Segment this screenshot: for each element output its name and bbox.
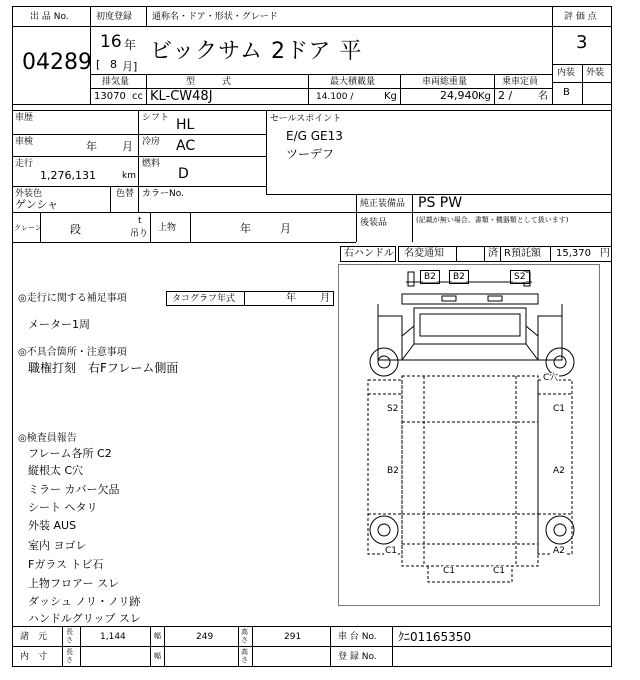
- running-note: メーター1周: [28, 318, 90, 331]
- mileage-label: 走行: [15, 159, 34, 169]
- height-label: 高さ: [241, 628, 248, 644]
- damage-label-bottom-c1-a: C1: [443, 566, 456, 576]
- load-month: 月: [280, 222, 291, 235]
- report-line: 縦根太 C穴: [28, 464, 84, 477]
- displacement-unit: cc: [132, 91, 143, 102]
- tacho-year: 年: [286, 293, 296, 304]
- inspection-label: 車検: [15, 137, 34, 147]
- damage-label-left-c1: C1: [385, 546, 398, 556]
- damage-label-left-b2: B2: [387, 466, 399, 476]
- mileage-value: 1,276,131: [40, 169, 96, 182]
- report-line: ミラー カバー欠品: [28, 483, 120, 496]
- gross-weight-value: 24,940: [440, 89, 479, 102]
- crane-label: クレーン: [14, 224, 42, 232]
- damage-label-top-3: S2: [514, 272, 526, 282]
- passengers-label: 乗車定員: [502, 77, 539, 87]
- color-change-label: 色替: [116, 189, 135, 199]
- model-name: ビックサム 2ドア 平: [150, 39, 363, 64]
- shift-value: HL: [176, 117, 195, 133]
- recycle-deposit-value: 15,370: [556, 248, 591, 259]
- mileage-unit: km: [122, 171, 136, 181]
- shift-label: シフト: [142, 113, 170, 123]
- defect-title: ◎不具合箇所・注意事項: [18, 347, 127, 358]
- inspection-year: 年: [86, 140, 97, 153]
- model-label: 通称名・ドア・形状・グレード: [152, 12, 278, 22]
- report-line: 上物フロアー スレ: [28, 577, 120, 590]
- damage-label-right-c1: C1: [553, 404, 566, 414]
- reg-month-open: [: [96, 58, 101, 71]
- score-label: 評 価 点: [564, 12, 597, 22]
- score-value: 3: [576, 32, 588, 53]
- length-value: 1,144: [100, 632, 126, 642]
- int-length-label: 長さ: [66, 648, 73, 664]
- tacho-label: タコグラフ年式: [172, 294, 236, 304]
- report-line: Fガラス トビ石: [28, 558, 104, 571]
- gross-weight-unit: Kg: [478, 91, 491, 102]
- equipment-label: 純正装備品: [360, 199, 406, 209]
- reg-month: 8: [110, 58, 117, 71]
- damage-label-left-s2: S2: [387, 404, 399, 414]
- passengers-unit: 名: [538, 91, 548, 102]
- ext-color-value: ゲンシャ: [15, 198, 59, 211]
- running-notes-title: ◎走行に関する補足事項: [18, 293, 127, 304]
- gross-weight-label: 車両総重量: [422, 77, 468, 87]
- chassis-label: 車 台 No.: [338, 632, 377, 642]
- damage-label-right-c-hole: C穴: [543, 373, 559, 383]
- load-label: 上物: [158, 223, 177, 233]
- history-label: 車歴: [15, 113, 34, 123]
- rhd-label: 右ハンドル: [344, 248, 394, 259]
- ext-color-label: 外装色: [15, 189, 43, 199]
- chassis-value: ｸﾆ01165350: [398, 630, 472, 644]
- interior-dims-label: 内 寸: [20, 652, 48, 662]
- capacity-label: 最大積載量: [330, 77, 376, 87]
- report-line: 室内 ヨゴレ: [28, 539, 87, 552]
- reg-no-label: 登 録 No.: [338, 652, 377, 662]
- damage-label-right-a2: A2: [553, 466, 565, 476]
- lot-no-label: 出 品 No.: [30, 12, 69, 22]
- report-line: 外装 AUS: [28, 519, 77, 532]
- interior-grade: B: [563, 87, 570, 98]
- crane-stage: 段: [70, 223, 81, 236]
- ac-label: 冷房: [142, 137, 161, 147]
- ac-value: AC: [176, 138, 196, 154]
- aftermarket-note: (記載が無い場合、書類・機器類として扱います): [416, 216, 569, 224]
- report-line: シート ヘタリ: [28, 501, 98, 514]
- crane-lift: 吊り: [130, 229, 149, 239]
- width-label: 幅: [154, 632, 161, 640]
- recycle-deposit-label: R預託額: [504, 248, 541, 259]
- fuel-value: D: [178, 166, 189, 182]
- int-height-label: 高さ: [241, 648, 248, 664]
- displacement-label: 排気量: [102, 77, 130, 87]
- reg-year-unit: 年: [124, 38, 137, 52]
- load-year: 年: [240, 222, 251, 235]
- exterior-label: 外装: [586, 68, 605, 78]
- dims-label: 諸 元: [20, 632, 48, 642]
- report-line: フレーム各所 C2: [28, 447, 112, 460]
- crane-tonnage: t: [138, 216, 142, 226]
- fuel-label: 燃料: [142, 159, 161, 169]
- displacement-value: 13070: [94, 91, 126, 102]
- height-value: 291: [284, 632, 302, 642]
- reg-month-unit: 月]: [122, 60, 138, 73]
- capacity-value: 14.100 /: [316, 92, 354, 102]
- first-reg-label: 初度登録: [96, 12, 133, 22]
- name-change-label: 名変通知: [404, 248, 444, 259]
- defect-note: 職権打刻 右Fフレーム側面: [28, 361, 179, 375]
- width-value: 249: [196, 632, 214, 642]
- color-no-label: カラーNo.: [142, 189, 184, 199]
- damage-label-right-a2-bottom: A2: [553, 546, 565, 556]
- interior-label: 内装: [557, 68, 576, 78]
- name-change-done: 済: [488, 248, 498, 259]
- sales-point-label: セールスポイント: [270, 114, 342, 124]
- reg-year: 16: [100, 32, 122, 52]
- inspection-month: 月: [122, 140, 133, 153]
- damage-label-top-2: B2: [453, 272, 465, 282]
- model-type: KL-CW48J: [150, 89, 213, 104]
- recycle-deposit-unit: 円: [600, 248, 610, 259]
- capacity-unit: Kg: [384, 91, 397, 102]
- passengers-value: 2 /: [498, 89, 513, 102]
- inspector-report-title: ◎検査員報告: [18, 433, 77, 444]
- damage-label-top-1: B2: [424, 272, 436, 282]
- equipment-value: PS PW: [418, 195, 463, 211]
- damage-label-bottom-c1-b: C1: [493, 566, 506, 576]
- report-line: ダッシュ ノリ・ノリ跡: [28, 595, 141, 608]
- sales-point-line1: E/G GE13: [286, 129, 343, 143]
- type-label: 型 式: [186, 77, 232, 87]
- sales-point-line2: ツーデフ: [286, 147, 335, 161]
- aftermarket-label: 後装品: [360, 218, 388, 228]
- int-width-label: 幅: [154, 652, 161, 660]
- lot-number: 04289: [22, 50, 92, 75]
- tacho-month: 月: [320, 293, 330, 304]
- report-line: ハンドルグリップ スレ: [28, 612, 141, 625]
- length-label: 長さ: [66, 628, 73, 644]
